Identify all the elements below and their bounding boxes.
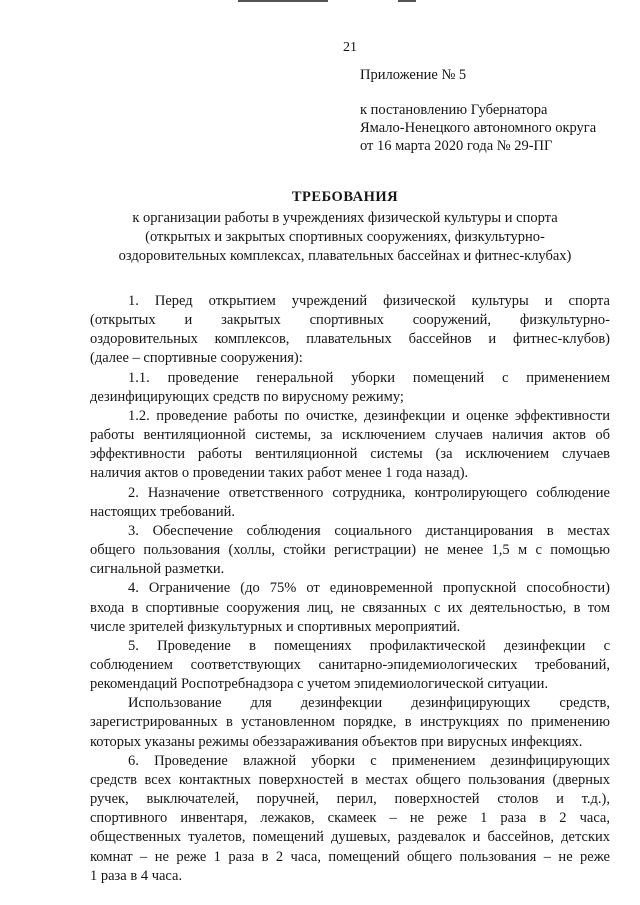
body-line: входа в спортивные сооружения лиц, не связанных с их деятельностью, в том <box>90 599 610 616</box>
scan-artifact-right <box>398 0 416 2</box>
body-line: которых указаны режимы обеззараживания объектов при вирусных инфекциях. <box>90 733 583 750</box>
body-line: 4. Ограничение (до 75% от единовременной пропускной способности) <box>128 580 610 597</box>
body-line: Использование для дезинфекции дезинфицирующих средств, <box>128 695 610 712</box>
body-line: средств всех контактных поверхностей в местах общего пользования (дверных <box>90 771 610 788</box>
body-line: (открытых и закрытых спортивных сооружений, физкультурно- <box>90 312 610 329</box>
body-line: спортивного инвентаря, лежаков, скамеек – не реже 1 раза в 2 часа, <box>90 810 610 827</box>
body-line: сигнальной разметки. <box>90 561 225 578</box>
document-body <box>90 292 610 886</box>
body-line: общественных туалетов, помещений душевых, раздевалок и бассейнов, детских <box>90 829 610 846</box>
body-line: 5. Проведение в помещениях профилактической дезинфекции с <box>128 637 610 654</box>
appendix-reference-line: к постановлению Губернатора <box>360 102 548 118</box>
body-line: (далее – спортивные сооружения): <box>90 350 303 367</box>
body-line: настоящих требований. <box>90 503 236 520</box>
scan-artifact-left <box>238 0 328 2</box>
body-line: зарегистрированных в установленном порядке, в инструкциях по применению <box>90 714 610 731</box>
body-line: 2. Назначение ответственного сотрудника, контролирующего соблюдение <box>128 484 610 501</box>
body-line: 3. Обеспечение соблюдения социального дистанцирования в местах <box>128 522 610 539</box>
appendix-reference-line: от 16 марта 2020 года № 29-ПГ <box>360 138 553 154</box>
document-subtitle-line: (открытых и закрытых спортивных сооружениях, физкультурно- <box>145 229 545 245</box>
body-line: 1.2. проведение работы по очистке, дезинфекции и оценке эффективности <box>128 407 610 424</box>
body-line: 6. Проведение влажной уборки с применением дезинфицирующих <box>128 752 610 769</box>
body-line: рекомендаций Роспотребнадзора с учетом эпидемиологической ситуации. <box>90 676 549 693</box>
body-line: 1.1. проведение генеральной уборки помещений с применением <box>128 369 610 386</box>
document-heading <box>80 188 610 266</box>
body-line: соблюдением соответствующих санитарно-эпидемиологических требований, <box>90 656 610 673</box>
document-subtitle-line: к организации работы в учреждениях физической культуры и спорта <box>132 210 558 226</box>
body-line: числе зрителей физкультурных и спортивных мероприятий. <box>90 618 461 635</box>
body-line: работы вентиляционной системы, за исключением случаев наличия актов об <box>90 427 610 444</box>
body-line: общего пользования (холлы, стойки регистрации) не менее 1,5 м с помощью <box>90 542 610 559</box>
appendix-title: Приложение № 5 <box>360 67 467 83</box>
appendix-reference-line: Ямало-Ненецкого автономного округа <box>360 120 597 136</box>
body-line: оздоровительных комплексов, плавательных бассейнов и фитнес-клубов) <box>90 331 610 348</box>
page-number: 21 <box>343 40 357 55</box>
body-line: ручек, выключателей, поручней, перил, поверхностей столов и т.д.), <box>90 791 610 808</box>
body-line: 1. Перед открытием учреждений физической культуры и спорта <box>128 293 610 309</box>
appendix-block <box>360 66 596 155</box>
body-line: комнат – не реже 1 раза в 2 часа, помещений общего пользования – не реже <box>90 848 610 865</box>
document-title: ТРЕБОВАНИЯ <box>291 189 399 205</box>
body-line: дезинфицирующих средств по вирусному режиму; <box>90 388 404 405</box>
body-line: наличия актов о проведении таких работ менее 1 года назад). <box>90 465 469 482</box>
body-line: эффективности работы вентиляционной системы (за исключением случаев <box>90 446 610 463</box>
body-line: 1 раза в 4 часа. <box>90 867 183 884</box>
document-subtitle-line: оздоровительных комплексах, плавательных бассейнах и фитнес-клубах) <box>118 248 572 264</box>
